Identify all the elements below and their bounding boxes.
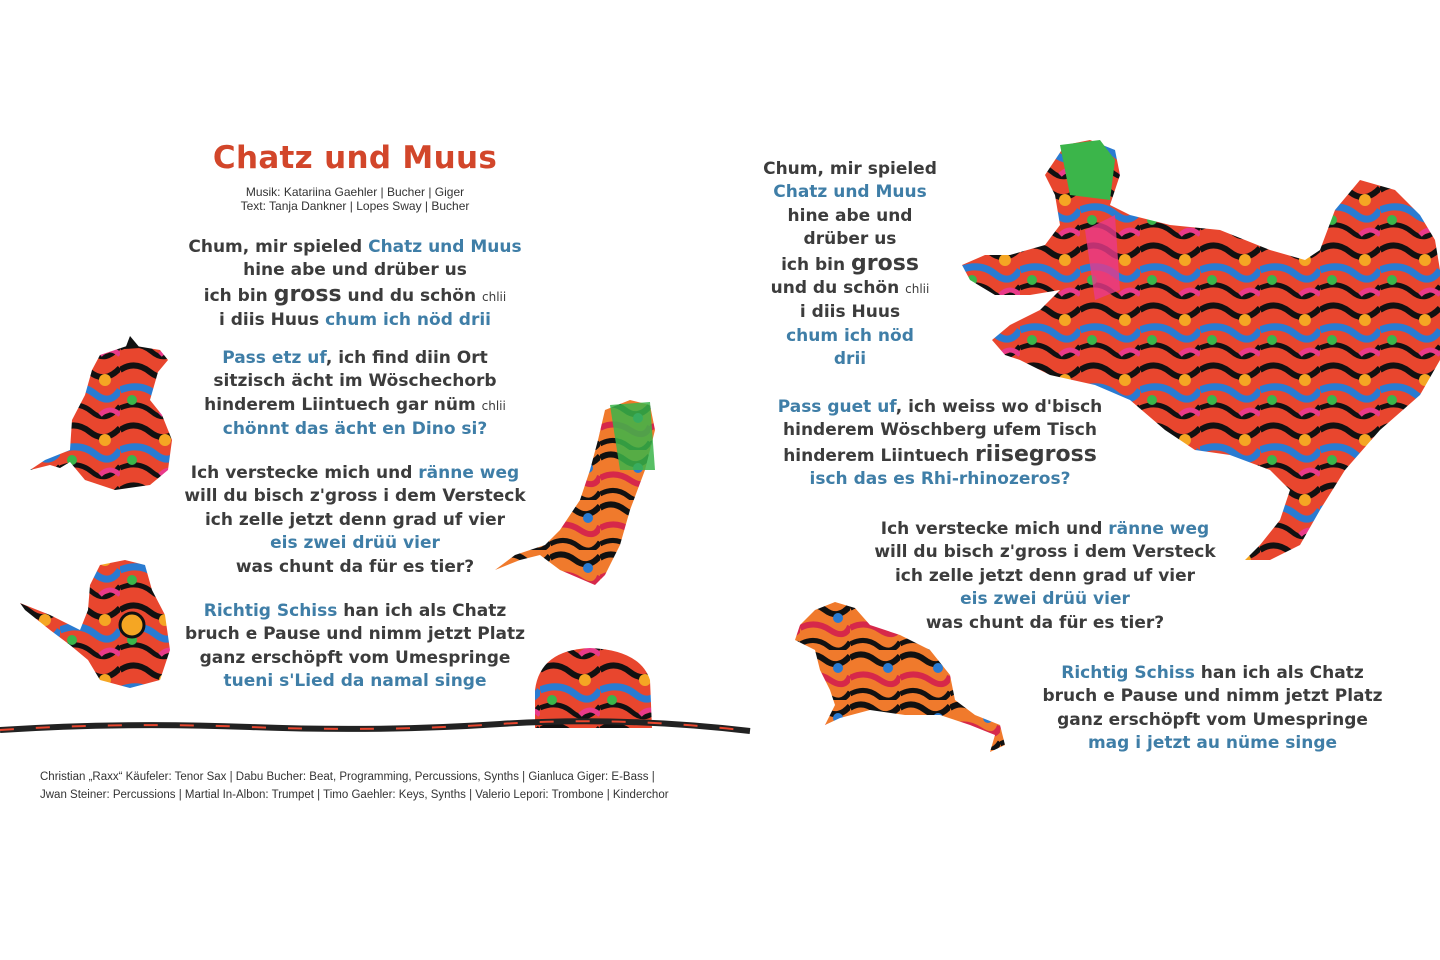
- left-stanza-2: [180, 347, 530, 442]
- mouse-sitting-bottom-left-illustration: [20, 560, 170, 688]
- lyric-text: ich bin: [203, 285, 274, 306]
- right-stanza-2: [760, 396, 1120, 492]
- lyric-line: [1035, 662, 1390, 685]
- lyric-emphasis: riisegross: [974, 441, 1097, 467]
- lyric-small: chlii: [482, 289, 507, 304]
- lyric-text: han ich als Chatz: [1194, 663, 1364, 683]
- lyric-text: Ich verstecke mich und: [880, 519, 1109, 539]
- lyric-small: chlii: [905, 282, 930, 297]
- lyric-highlight: Pass guet uf: [777, 397, 896, 417]
- left-stanza-1: [180, 236, 530, 333]
- right-stanza-1: [740, 158, 960, 372]
- credits-music: Musik: Katariina Gaehler | Bucher | Giger: [245, 185, 465, 199]
- lyric-line: was chunt da für es tier?: [235, 556, 475, 577]
- lyric-text: ich bin: [781, 254, 852, 275]
- left-stanza-4: [180, 600, 530, 694]
- lyric-text: i diis Huus: [219, 310, 326, 331]
- lyric-emphasis: gross: [273, 281, 342, 307]
- lyric-line: [180, 309, 530, 332]
- lyric-line: chönnt das ächt en Dino si?: [222, 419, 488, 440]
- lyric-emphasis: gross: [851, 250, 919, 276]
- lyric-highlight: Chatz und Muus: [368, 237, 522, 257]
- lyric-line: [180, 394, 530, 418]
- lyric-line: ich zelle jetzt denn grad uf vier: [894, 565, 1196, 586]
- musician-credits: [40, 768, 740, 804]
- lyric-highlight: Richtig Schiss: [1061, 663, 1195, 683]
- lyric-text: hinderem Liintuech gar nüm: [204, 394, 482, 415]
- lyric-line: was chunt da für es tier?: [925, 612, 1165, 633]
- lyric-line: [180, 283, 530, 309]
- lyric-line: hine abe und drüber us: [243, 260, 467, 281]
- lyric-line: [760, 443, 1120, 468]
- lyric-text: han ich als Chatz: [337, 601, 507, 621]
- lyric-line: chum ich nöd: [786, 325, 914, 346]
- lyric-line: ich zelle jetzt denn grad uf vier: [204, 509, 506, 530]
- song-title: Chatz und Muus: [212, 140, 498, 176]
- lyric-highlight: ränne weg: [1108, 519, 1210, 539]
- lyric-line: will du bisch z'gross i dem Versteck: [184, 486, 526, 507]
- lyric-line: [180, 347, 530, 370]
- lyric-line: Chatz und Muus: [773, 182, 927, 203]
- lyric-highlight: Richtig Schiss: [203, 601, 338, 621]
- right-stanza-3: [870, 518, 1220, 635]
- lyric-highlight: chum ich nöd drii: [325, 310, 491, 331]
- cat-leaping-illustration: [962, 140, 1440, 560]
- right-stanza-4: [1035, 662, 1390, 756]
- lyric-text: Ich verstecke mich und: [190, 463, 419, 483]
- lyric-line: isch das es Rhi-rhinozeros?: [809, 469, 1071, 490]
- lyric-line: [180, 462, 530, 485]
- lyric-line: [180, 236, 530, 259]
- lyric-line: [740, 252, 960, 277]
- lyric-line: tueni s'Lied da namal singe: [223, 671, 487, 692]
- lyric-line: [760, 396, 1120, 419]
- lyric-line: hinderem Wöschberg ufem Tisch: [783, 420, 1097, 441]
- lyric-line: sitzisch ächt im Wöschechorb: [213, 371, 497, 392]
- lyric-line: hine abe und: [787, 205, 913, 226]
- lyric-line: will du bisch z'gross i dem Versteck: [874, 542, 1216, 563]
- lyric-text: , ich find diin Ort: [325, 348, 488, 368]
- lyric-text: Chum, mir spieled: [188, 237, 369, 257]
- lyric-line: i diis Huus: [799, 302, 901, 323]
- lyric-highlight: ränne weg: [418, 463, 520, 483]
- lyric-line: drii: [833, 349, 867, 370]
- lyric-line: drüber us: [803, 229, 897, 250]
- lyric-line: mag i jetzt au nüme singe: [1087, 733, 1338, 754]
- lyric-line: bruch e Pause und nimm jetzt Platz: [184, 624, 526, 645]
- lyric-line: [740, 277, 960, 301]
- lyric-text: und du schön: [341, 285, 483, 306]
- lyric-highlight: Pass etz uf: [222, 348, 326, 368]
- musician-credits-line: Jwan Steiner: Percussions | Martial In-Albon: Trumpet | Timo Gaehler: Keys, Synths | Valerio Lepori: Trombone | Kinderchor: [40, 789, 669, 801]
- mouse-hole-illustration: [535, 648, 652, 728]
- left-stanza-3: [180, 462, 530, 579]
- lyric-small: chlii: [481, 398, 506, 413]
- mouse-sitting-top-left-illustration: [30, 336, 172, 490]
- lyric-line: [870, 518, 1220, 541]
- lyric-line: Chum, mir spieled: [763, 159, 937, 179]
- song-credits: [200, 185, 510, 213]
- lyric-line: ganz erschöpft vom Umespringe: [199, 647, 511, 668]
- musician-credits-line: Christian „Raxx“ Käufeler: Tenor Sax | Dabu Bucher: Beat, Programming, Percussions, Synths | Gianluca Giger: E-Bass |: [40, 771, 655, 783]
- lyric-line: ganz erschöpft vom Umespringe: [1057, 709, 1368, 730]
- lyric-line: eis zwei drüü vier: [270, 533, 440, 554]
- lyric-line: bruch e Pause und nimm jetzt Platz: [1042, 686, 1383, 707]
- lyric-text: hinderem Liintuech: [783, 445, 975, 466]
- lyric-line: [180, 600, 530, 623]
- lyric-line: eis zwei drüü vier: [960, 589, 1130, 610]
- lyric-text: , ich weiss wo d'bisch: [895, 397, 1103, 417]
- lyric-text: und du schön: [770, 278, 906, 299]
- credits-text: Text: Tanja Dankner | Lopes Sway | Bucher: [240, 199, 470, 213]
